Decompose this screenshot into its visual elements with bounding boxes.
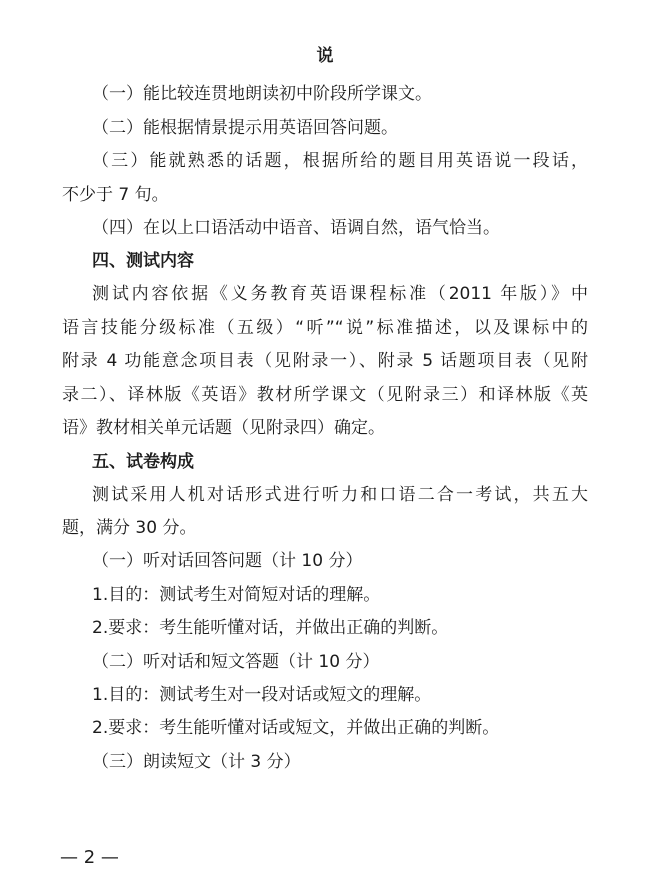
part-1-heading: （一）听对话回答问题（计 10 分） [92, 551, 363, 571]
part-3-heading: （三）朗读短文（计 3 分） [92, 752, 301, 772]
part-2-requirement: 2.要求：考生能听懂对话或短文，并做出正确的判断。 [92, 718, 500, 738]
speaking-requirement-2: （二）能根据情景提示用英语回答问题。 [92, 118, 398, 138]
part-1-requirement: 2.要求：考生能听懂对话，并做出正确的判断。 [92, 618, 449, 638]
structure-paragraph-line-1: 测试采用人机对话形式进行听力和口语二合一考试，共五大 [92, 485, 588, 505]
page-number: — 2 — [60, 847, 119, 868]
test-content-paragraph-line-4: 录二）、译林版《英语》教材所学课文（见附录三）和译林版《英 [62, 385, 588, 405]
test-content-paragraph-line-5: 语》教材相关单元话题（见附录四）确定。 [62, 418, 385, 438]
part-2-heading: （二）听对话和短文答题（计 10 分） [92, 652, 380, 672]
test-content-paragraph-line-1: 测试内容依据《义务教育英语课程标准（2011 年版）》中 [92, 284, 588, 304]
heading-paper-structure: 五、试卷构成 [92, 452, 194, 472]
heading-test-content: 四、测试内容 [92, 251, 194, 271]
structure-paragraph-line-2: 题，满分 30 分。 [62, 518, 197, 538]
speaking-requirement-3: （三）能就熟悉的话题，根据所给的题目用英语说一段话， [92, 151, 588, 171]
section-title: 说 [316, 46, 334, 66]
test-content-paragraph-line-2: 语言技能分级标准（五级）“听”“说”标准描述，以及课标中的 [62, 318, 588, 338]
part-2-purpose: 1.目的：测试考生对一段对话或短文的理解。 [92, 685, 432, 705]
speaking-requirement-3-continued: 不少于 7 句。 [62, 185, 169, 205]
part-1-purpose: 1.目的：测试考生对简短对话的理解。 [92, 585, 381, 605]
speaking-requirement-1: （一）能比较连贯地朗读初中阶段所学课文。 [92, 84, 432, 104]
speaking-requirement-4: （四）在以上口语活动中语音、语调自然，语气恰当。 [92, 218, 500, 238]
test-content-paragraph-line-3: 附录 4 功能意念项目表（见附录一）、附录 5 话题项目表（见附 [62, 351, 588, 371]
